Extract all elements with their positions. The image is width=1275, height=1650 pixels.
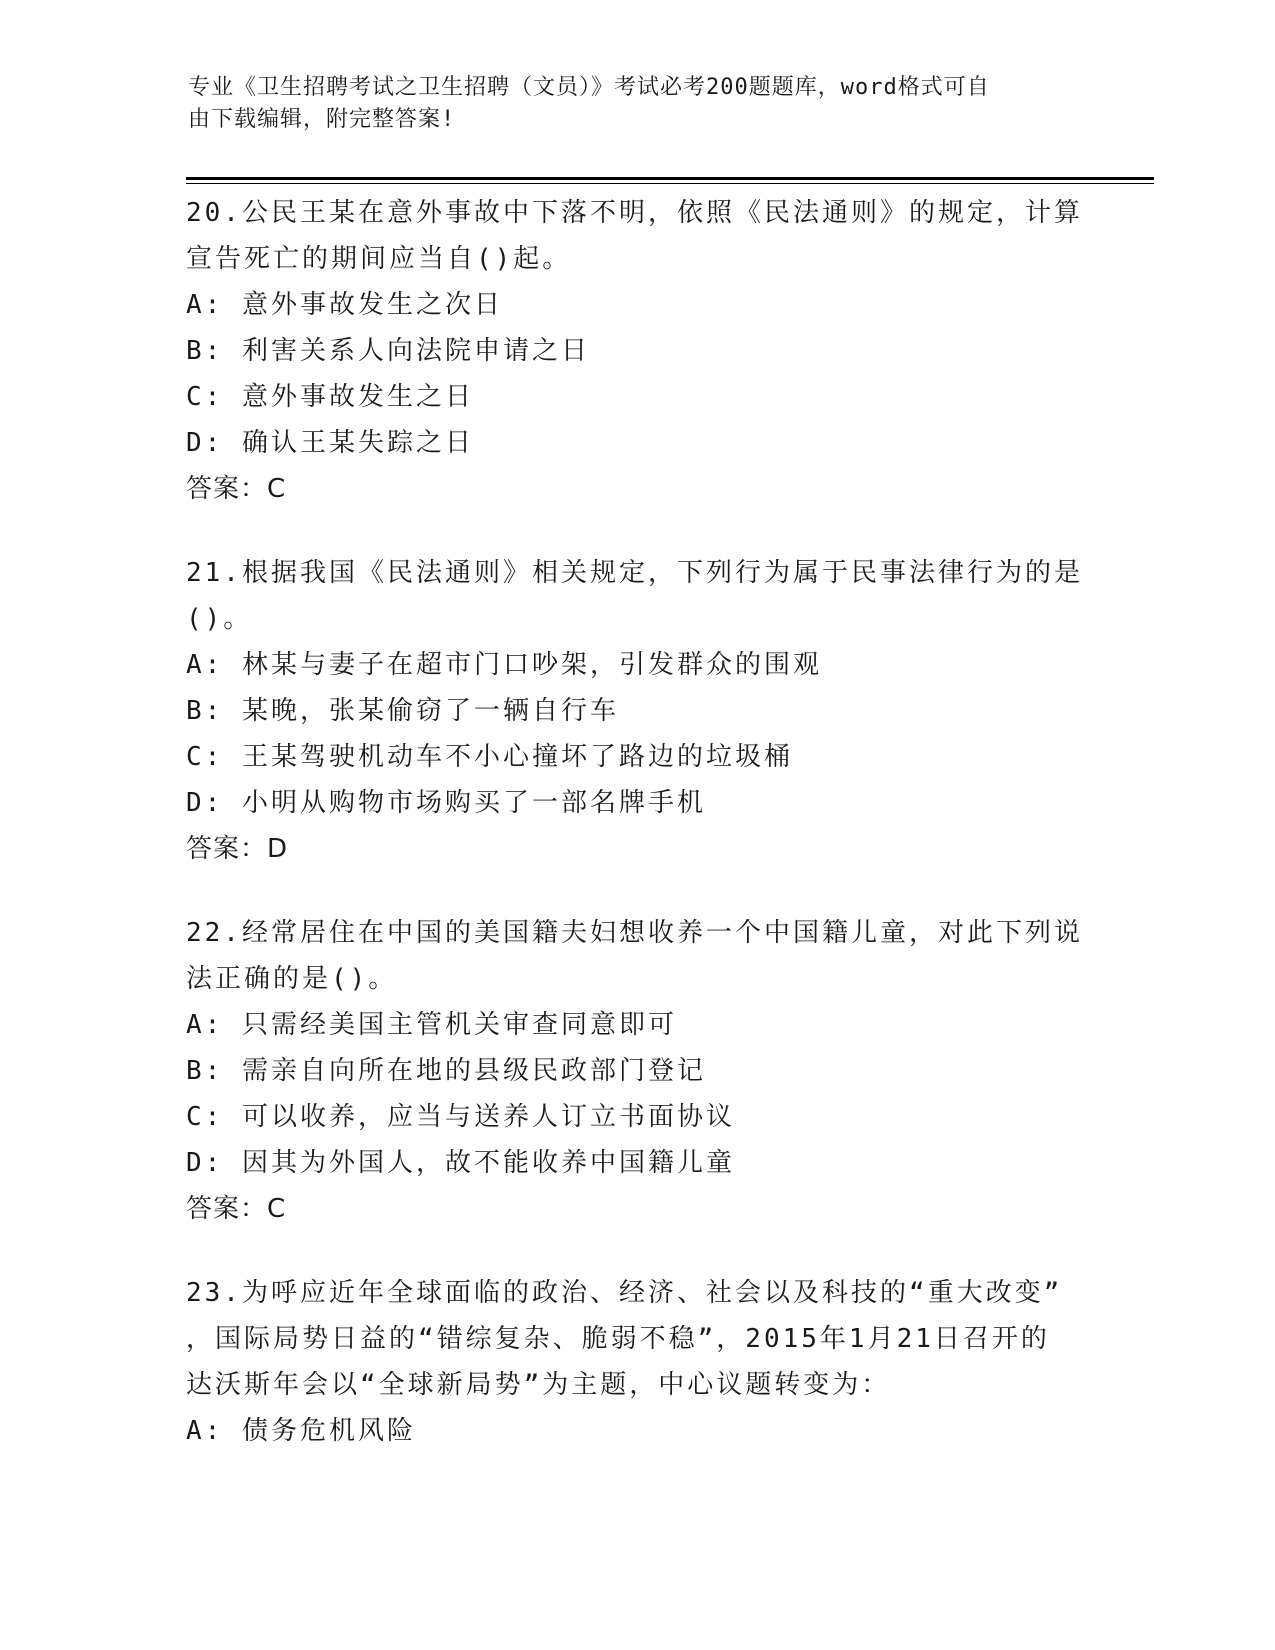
header-line-2: 由下载编辑，附完整答案! xyxy=(188,107,456,132)
option-a: A: 只需经美国主管机关审查同意即可 xyxy=(186,1010,677,1040)
question-22 xyxy=(186,910,1086,1232)
option-b: B: 需亲自向所在地的县级民政部门登记 xyxy=(186,1056,706,1086)
question-stem: 达沃斯年会以“全球新局势”为主题，中心议题转变为： xyxy=(186,1370,891,1400)
option-c: C: 可以收养，应当与送养人订立书面协议 xyxy=(186,1102,735,1132)
question-stem: 22.经常居住在中国的美国籍夫妇想收养一个中国籍儿童，对此下列说 xyxy=(186,918,1083,948)
header-line-1: 专业《卫生招聘考试之卫生招聘（文员）》考试必考200题题库，word格式可自 xyxy=(188,75,990,100)
question-stem: 21.根据我国《民法通则》相关规定，下列行为属于民事法律行为的是 xyxy=(186,558,1083,588)
question-23 xyxy=(186,1270,1086,1454)
question-list xyxy=(186,190,1086,1492)
option-a: A: 债务危机风险 xyxy=(186,1416,416,1446)
question-stem: ，国际局势日益的“错综复杂、脆弱不稳”，2015年1月21日召开的 xyxy=(186,1324,1050,1354)
answer: 答案：C xyxy=(186,474,287,504)
option-d: D: 小明从购物市场购买了一部名牌手机 xyxy=(186,788,706,818)
question-stem: 法正确的是()。 xyxy=(186,964,398,994)
document-header xyxy=(188,72,1088,136)
option-d: D: 确认王某失踪之日 xyxy=(186,428,474,458)
option-b: B: 利害关系人向法院申请之日 xyxy=(186,336,590,366)
header-divider-thick xyxy=(186,177,1154,180)
option-c: C: 王某驾驶机动车不小心撞坏了路边的垃圾桶 xyxy=(186,742,793,772)
header-divider-thin xyxy=(186,183,1154,184)
question-20 xyxy=(186,190,1086,512)
option-a: A: 林某与妻子在超市门口吵架，引发群众的围观 xyxy=(186,650,822,680)
option-c: C: 意外事故发生之日 xyxy=(186,382,474,412)
question-stem: ()。 xyxy=(186,604,253,634)
question-stem: 宣告死亡的期间应当自()起。 xyxy=(186,244,572,274)
question-stem: 23.为呼应近年全球面临的政治、经济、社会以及科技的“重大改变” xyxy=(186,1278,1063,1308)
option-d: D: 因其为外国人，故不能收养中国籍儿童 xyxy=(186,1148,735,1178)
question-21 xyxy=(186,550,1086,872)
question-stem: 20.公民王某在意外事故中下落不明，依照《民法通则》的规定，计算 xyxy=(186,198,1083,228)
answer: 答案：C xyxy=(186,1194,287,1224)
answer: 答案：D xyxy=(186,834,289,864)
option-a: A: 意外事故发生之次日 xyxy=(186,290,503,320)
option-b: B: 某晚，张某偷窃了一辆自行车 xyxy=(186,696,619,726)
